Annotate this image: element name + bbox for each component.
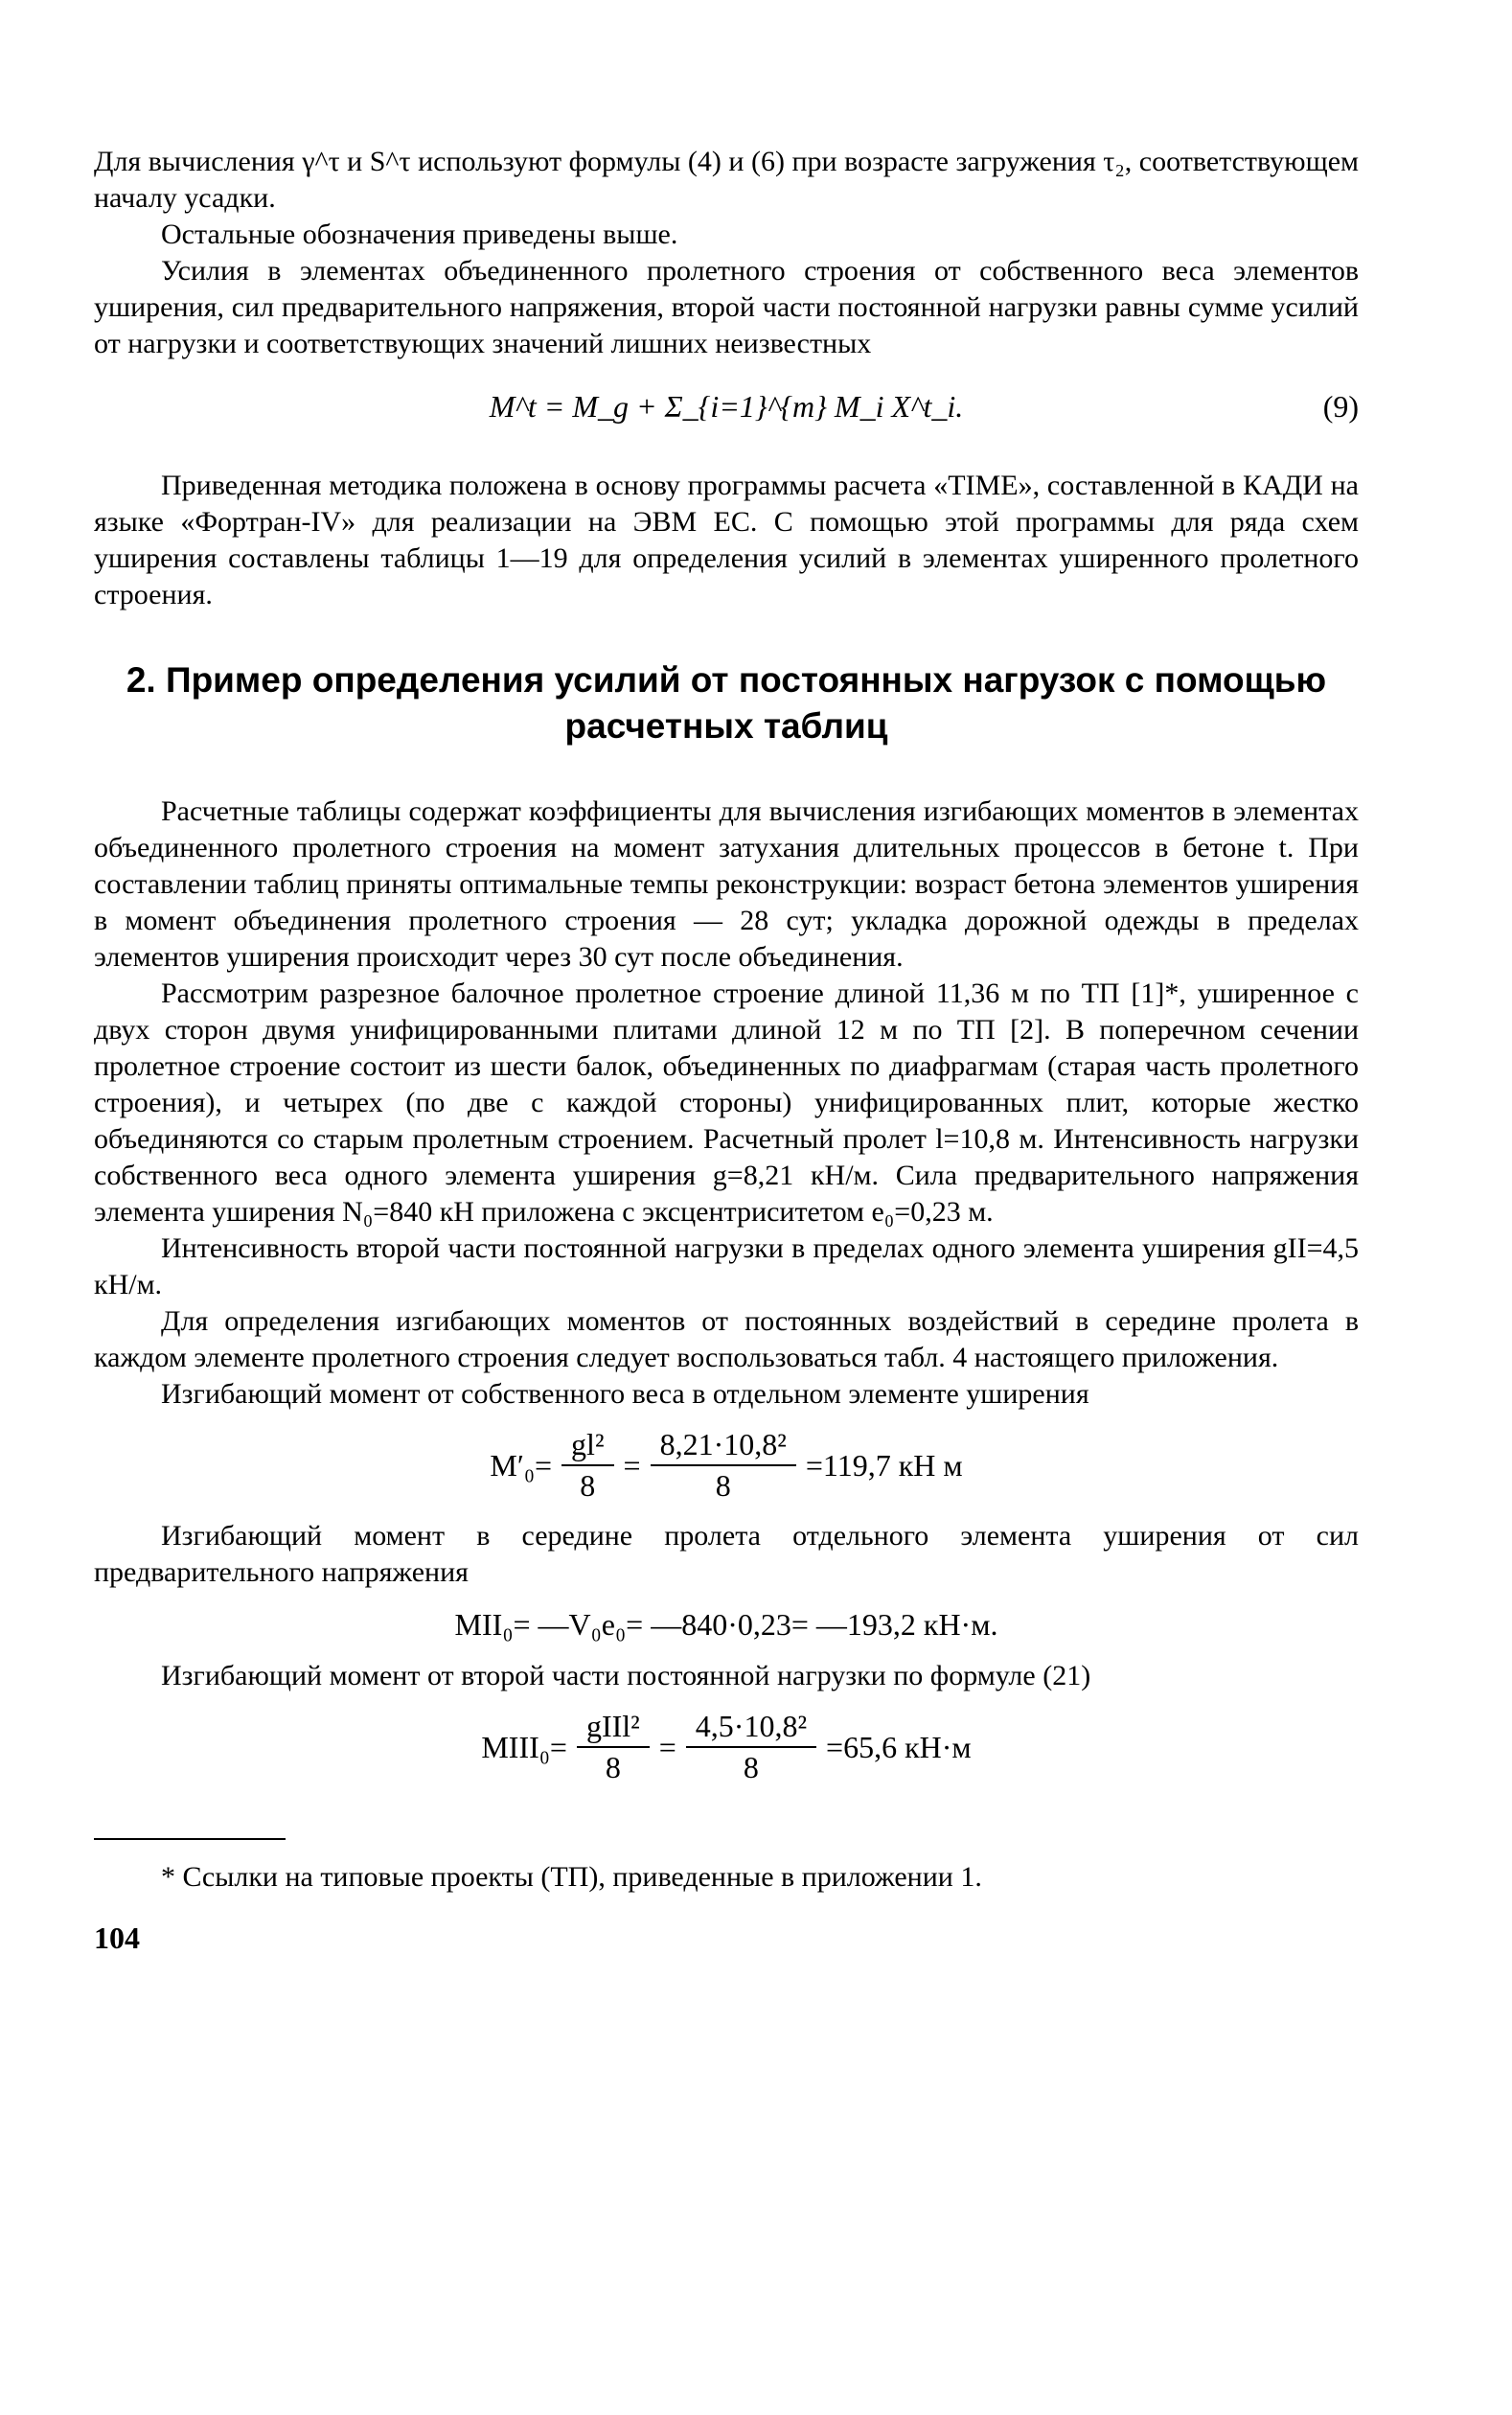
formula-1-fraction-a	[561, 1427, 613, 1504]
formula-3-denominator-a: 8	[605, 1750, 621, 1784]
document-page	[94, 144, 1359, 1956]
formula-3-equals: =	[658, 1729, 676, 1764]
formula-self-weight	[94, 1413, 1359, 1518]
footnote: * Ссылки на типовые проекты (ТП), приведенные в приложении 1.	[161, 1861, 982, 1893]
formula-1-numerator-a: gl²	[561, 1427, 613, 1466]
formula-2-text: MII₀= —V₀e₀= —840·0,23= —193,2 кН·м.	[454, 1606, 998, 1642]
formula-3-numerator-a: gIIl²	[577, 1709, 650, 1748]
equation-9-body: M^t = M_g + Σ_{i=1}^{m} M_i X^t_i.	[489, 389, 964, 424]
formula-3-fraction-a	[577, 1709, 650, 1785]
formula-second-load	[94, 1694, 1359, 1800]
paragraph-3: Усилия в элементах объединенного пролетного строения от собственного веса элементов уширения, сил предварительного напряжения, второй части постоянной нагрузки равны сумме усилий от нагрузки и соответствующих значений лишних неизвестных	[94, 255, 1359, 359]
paragraph-1: Для вычисления γ^τ и S^τ используют формулы (4) и (6) при возрасте загружения τ₂, соответствующем началу усадки.	[94, 146, 1359, 214]
paragraph-4: Приведенная методика положена в основу программы расчета «TIME», составленной в КАДИ на языке «Фортран-IV» для реализации на ЭВМ ЕС. С помощью этой программы для ряда схем уширения составлены таблицы 1—19 для определения усилий в элементах уширенного пролетного строения.	[94, 470, 1359, 610]
formula-prestress	[94, 1591, 1359, 1658]
paragraph-9: Изгибающий момент от собственного веса в отдельном элементе уширения	[161, 1378, 1089, 1410]
formula-3-numerator-b: 4,5·10,8²	[686, 1709, 816, 1748]
paragraph-5: Расчетные таблицы содержат коэффициенты для вычисления изгибающих моментов в элементах объединенного пролетного строения на момент затухания длительных процессов в бетоне t. При составлении таблиц приняты оптимальные темпы реконструкции: возраст бетона элементов уширения в момент объединения пролетного строения — 28 сут; укладка дорожной одежды в пределах элементов уширения происходит через 30 сут после объединения.	[94, 795, 1359, 973]
paragraph-7: Интенсивность второй части постоянной нагрузки в пределах одного элемента уширения gII=4,5 кН/м.	[94, 1232, 1359, 1300]
formula-3-result: =65,6 кН·м	[826, 1729, 972, 1764]
paragraph-2: Остальные обозначения приведены выше.	[161, 218, 678, 250]
page-number: 104	[94, 1920, 140, 1955]
equation-9	[94, 362, 1359, 468]
formula-3-fraction-b	[686, 1709, 816, 1785]
formula-1-numerator-b: 8,21·10,8²	[651, 1427, 796, 1466]
paragraph-6: Рассмотрим разрезное балочное пролетное строение длиной 11,36 м по ТП [1]*, уширенное с двух сторон двумя унифицированными плитами длиной 12 м по ТП [2]. В поперечном сечении пролетное строение состоит из шести балок, объединенных по диафрагмам (старая часть пролетного строения), и четырех (по две с каждой стороны) унифицированных плит, которые жестко объединяются со старым пролетным строением. Расчетный пролет l=10,8 м. Интенсивность нагрузки собственного веса одного элемента уширения g=8,21 кН/м. Сила предварительного напряжения элемента уширения N₀=840 кН приложена с эксцентриситетом e₀=0,23 м.	[94, 978, 1359, 1228]
formula-1-denominator-b: 8	[715, 1468, 731, 1503]
formula-1-result: =119,7 кН м	[805, 1447, 963, 1483]
formula-1-equals: =	[623, 1447, 641, 1483]
equation-9-number: (9)	[1322, 389, 1359, 424]
section-heading: 2. Пример определения усилий от постоянных нагрузок с помощью расчетных таблиц	[126, 660, 1327, 746]
paragraph-11: Изгибающий момент от второй части постоянной нагрузки по формуле (21)	[161, 1660, 1091, 1691]
formula-1-fraction-b	[651, 1427, 796, 1504]
formula-3-lhs: MIII₀=	[481, 1729, 567, 1764]
paragraph-10: Изгибающий момент в середине пролета отдельного элемента уширения от сил предварительного напряжения	[94, 1520, 1359, 1588]
footnote-divider	[94, 1838, 286, 1840]
formula-1-denominator-a: 8	[580, 1468, 596, 1503]
formula-1-lhs: M′₀=	[490, 1447, 553, 1483]
paragraph-8: Для определения изгибающих моментов от постоянных воздействий в середине пролета в каждом элементе пролетного строения следует воспользоваться табл. 4 настоящего приложения.	[94, 1305, 1359, 1373]
formula-3-denominator-b: 8	[743, 1750, 759, 1784]
